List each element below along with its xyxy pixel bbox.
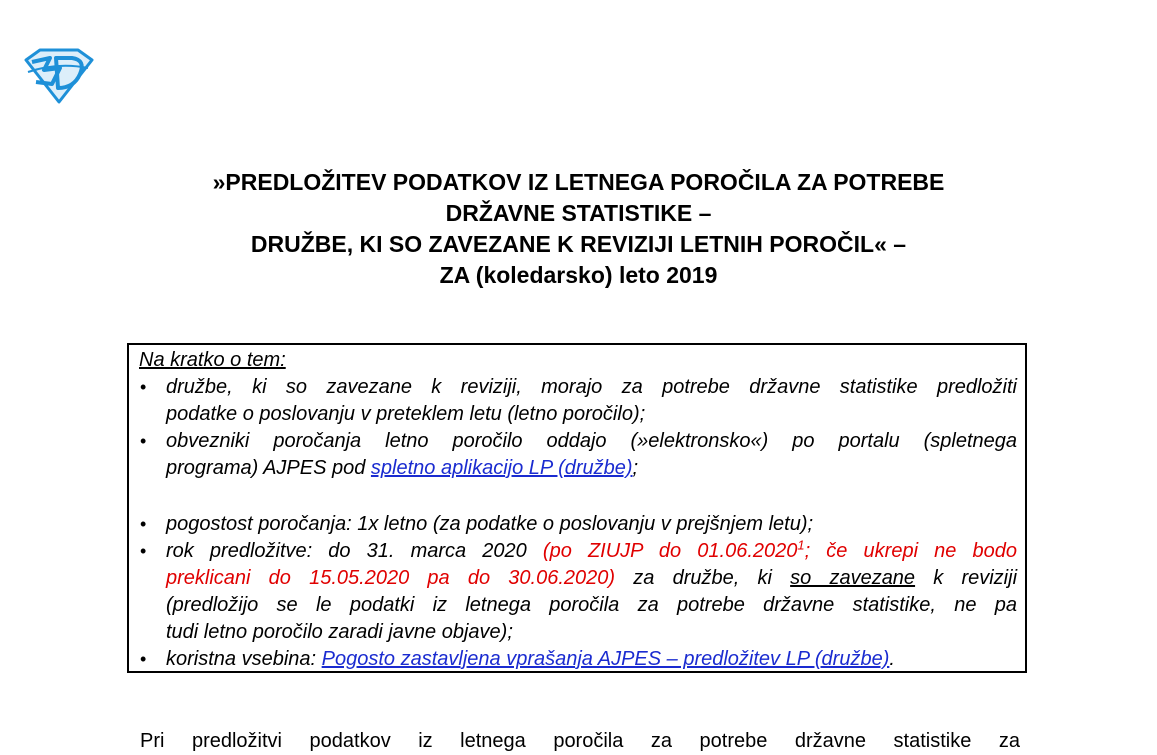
list-item: • rok predložitve: do 31. marca 2020 (po ZIUJP do 01.06.2020$^1$; če ukrepi ne bodo preklicani do 15.05.2020 pa do 30.06.2020) za družbe, ki so zavezane k reviziji (predložijo se le podatki iz letnega poročila za potrebe državne statistike, ne pa tudi letno poročilo zaradi javne objave); (140, 537, 1018, 643)
lp-app-link[interactable]: spletno aplikacijo LP (družbe) (370, 457, 633, 479)
title-line-2: DRŽAVNE STATISTIKE – (445, 200, 712, 226)
footnote-ref: 1 (797, 537, 805, 553)
document-title (100, 167, 1057, 291)
list-item: • obvezniki poročanja letno poročilo oddajo (»elektronsko«) po portalu (spletnega programa) AJPES pod spletno aplikacijo LP (družbe); (140, 430, 1017, 479)
summary-box (127, 343, 1027, 673)
bullet-icon: • (140, 514, 147, 534)
bullet-icon: • (140, 377, 147, 397)
summary-list-b (129, 511, 1025, 673)
faq-link[interactable]: Pogosto zastavljena vprašanja AJPES – predložitev LP (družbe) (321, 648, 890, 670)
list-item: • družbe, ki so zavezane k reviziji, morajo za potrebe državne statistike predložiti podatke o poslovanju v preteklem letu (letno poročilo); (140, 376, 1017, 425)
sd-shield-logo-icon (22, 48, 96, 104)
title-line-3: DRUŽBE, KI SO ZAVEZANE K REVIZIJI LETNIH POROČIL« – (250, 231, 907, 257)
bullet-icon: • (140, 649, 147, 669)
list-item: • koristna vsebina: Pogosto zastavljena vprašanja AJPES – predložitev LP (družbe). (129, 646, 1025, 673)
summary-heading: Na kratko o tem: (139, 349, 286, 371)
title-line-4: ZA (koledarsko) leto 2019 (439, 262, 718, 288)
bullet-icon: • (140, 541, 147, 561)
body-paragraph: Pri predložitvi podatkov iz letnega poročila za potrebe državne statistike za (140, 730, 1020, 752)
bullet-icon: • (140, 431, 147, 451)
list-item: • pogostost poročanja: 1x letno (za podatke o poslovanju v prejšnjem letu); (129, 511, 1025, 538)
summary-list-a (129, 374, 1025, 482)
title-line-1: »PREDLOŽITEV PODATKOV IZ LETNEGA POROČILA ZA POTREBE (212, 169, 945, 195)
